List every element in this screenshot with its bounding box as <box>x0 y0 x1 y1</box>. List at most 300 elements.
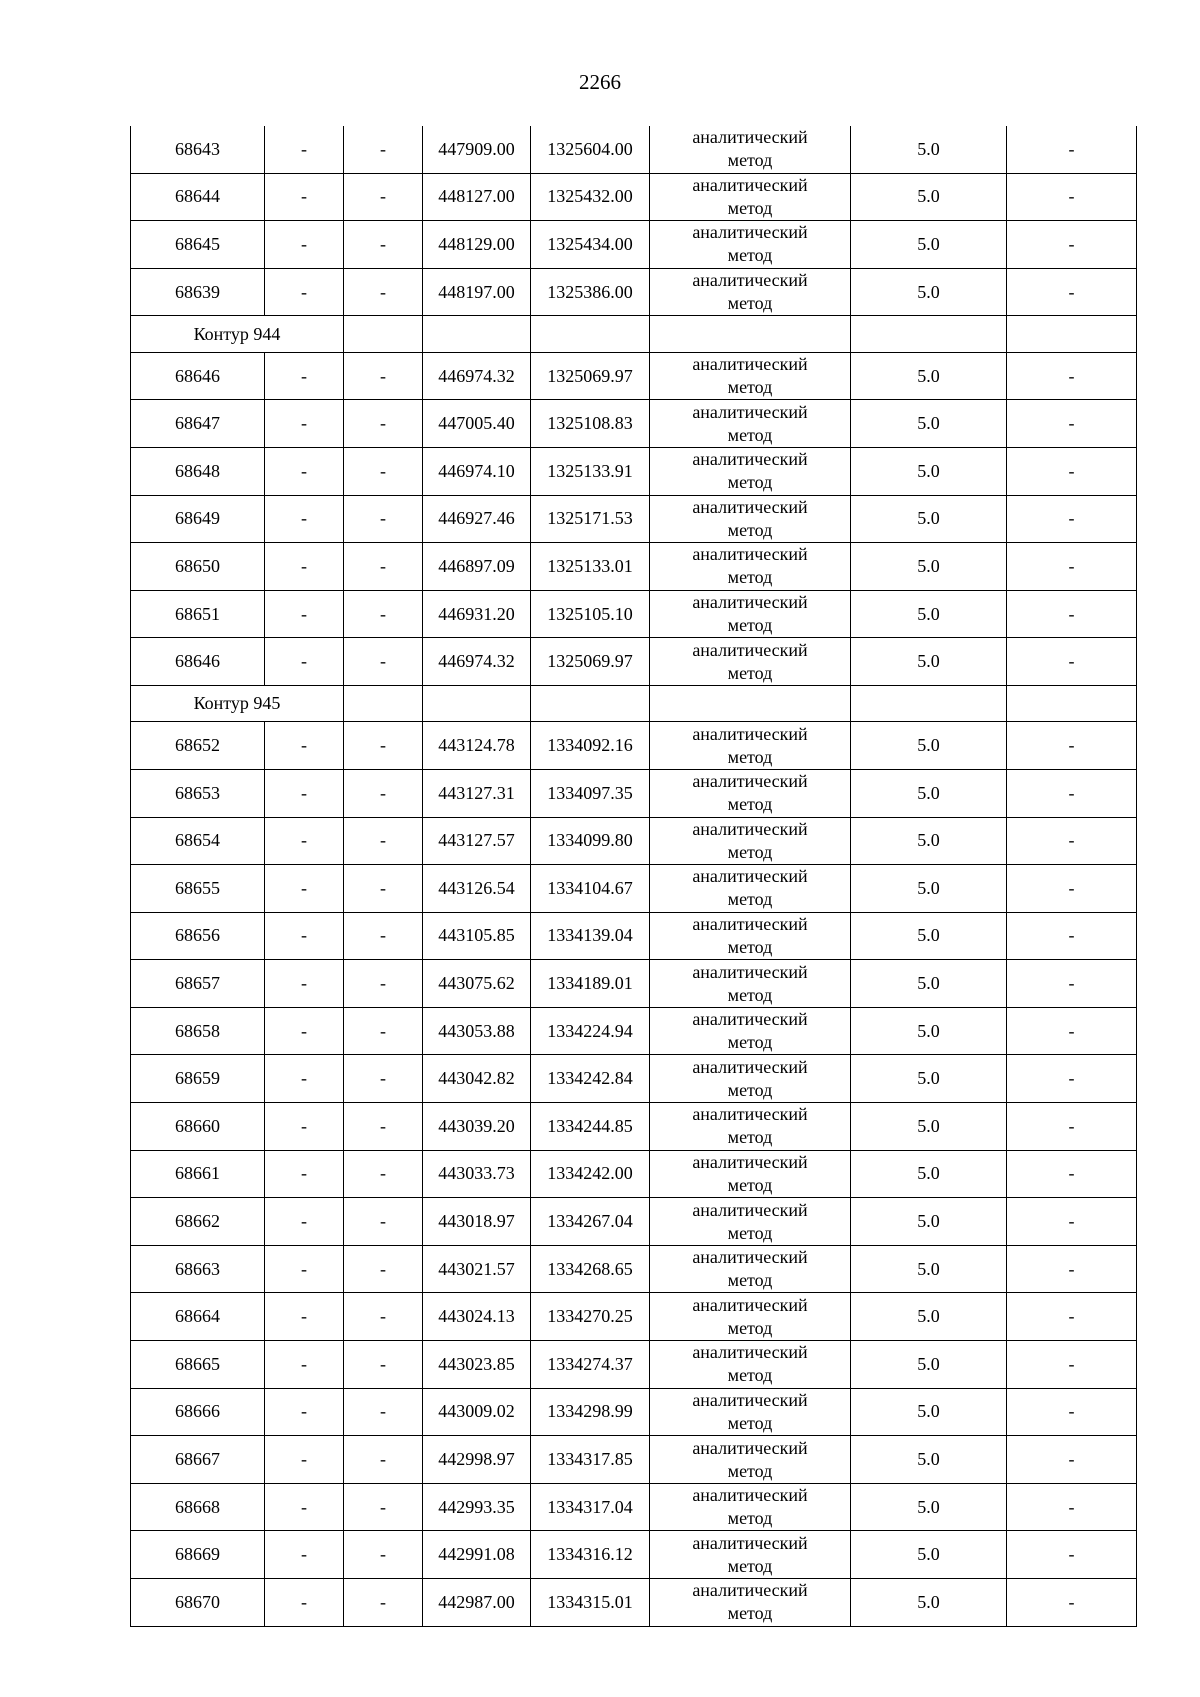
accuracy-cell: 5.0 <box>851 865 1007 913</box>
dash-cell: - <box>344 352 423 400</box>
x-coordinate-cell: 443127.57 <box>423 817 531 865</box>
x-coordinate-cell: 446974.32 <box>423 352 531 400</box>
table-row <box>131 960 1137 1008</box>
table-row <box>131 126 1137 173</box>
dash-cell: - <box>265 400 344 448</box>
method-cell <box>650 638 851 686</box>
dash-cell: - <box>265 1198 344 1246</box>
dash-cell: - <box>344 1055 423 1103</box>
dash-cell: - <box>1007 1436 1137 1484</box>
accuracy-cell: 5.0 <box>851 1150 1007 1198</box>
accuracy-cell: 5.0 <box>851 1055 1007 1103</box>
y-coordinate-cell: 1325171.53 <box>531 495 650 543</box>
table-row <box>131 1245 1137 1293</box>
accuracy-cell: 5.0 <box>851 1198 1007 1246</box>
dash-cell: - <box>344 865 423 913</box>
dash-cell: - <box>1007 1293 1137 1341</box>
table-row <box>131 352 1137 400</box>
method-cell <box>650 221 851 269</box>
dash-cell: - <box>265 495 344 543</box>
accuracy-cell: 5.0 <box>851 817 1007 865</box>
dash-cell: - <box>265 543 344 591</box>
method-line-2: метод <box>727 794 773 815</box>
dash-cell: - <box>1007 1150 1137 1198</box>
accuracy-cell: 5.0 <box>851 400 1007 448</box>
dash-cell: - <box>1007 1341 1137 1389</box>
dash-cell: - <box>265 722 344 770</box>
empty-cell <box>344 316 423 352</box>
empty-cell <box>851 316 1007 352</box>
y-coordinate-cell: 1334316.12 <box>531 1531 650 1579</box>
dash-cell: - <box>1007 1198 1137 1246</box>
method-cell <box>650 1198 851 1246</box>
dash-cell: - <box>265 1007 344 1055</box>
dash-cell: - <box>344 1531 423 1579</box>
dash-cell: - <box>1007 960 1137 1008</box>
dash-cell: - <box>344 817 423 865</box>
x-coordinate-cell: 442993.35 <box>423 1483 531 1531</box>
dash-cell: - <box>265 1388 344 1436</box>
dash-cell: - <box>344 1293 423 1341</box>
method-cell <box>650 268 851 316</box>
table-row <box>131 638 1137 686</box>
method-line-2: метод <box>727 984 773 1005</box>
x-coordinate-cell: 443021.57 <box>423 1245 531 1293</box>
table-row <box>131 722 1137 770</box>
empty-cell <box>1007 685 1137 721</box>
dash-cell: - <box>344 638 423 686</box>
method-cell <box>650 865 851 913</box>
method-cell <box>650 1341 851 1389</box>
x-coordinate-cell: 443018.97 <box>423 1198 531 1246</box>
method-line-1: аналитический <box>692 723 808 744</box>
contour-header-row <box>131 316 1137 352</box>
point-id-cell: 68647 <box>131 400 265 448</box>
dash-cell: - <box>265 1103 344 1151</box>
table-row <box>131 1293 1137 1341</box>
accuracy-cell: 5.0 <box>851 447 1007 495</box>
x-coordinate-cell: 446927.46 <box>423 495 531 543</box>
y-coordinate-cell: 1334315.01 <box>531 1579 650 1627</box>
dash-cell: - <box>1007 1388 1137 1436</box>
x-coordinate-cell: 443042.82 <box>423 1055 531 1103</box>
x-coordinate-cell: 442991.08 <box>423 1531 531 1579</box>
method-line-1: аналитический <box>692 401 808 422</box>
dash-cell: - <box>344 495 423 543</box>
method-cell <box>650 769 851 817</box>
dash-cell: - <box>1007 638 1137 686</box>
x-coordinate-cell: 443033.73 <box>423 1150 531 1198</box>
point-id-cell: 68668 <box>131 1483 265 1531</box>
method-line-2: метод <box>727 293 773 314</box>
x-coordinate-cell: 443009.02 <box>423 1388 531 1436</box>
table-row <box>131 400 1137 448</box>
y-coordinate-cell: 1334267.04 <box>531 1198 650 1246</box>
table-row <box>131 1103 1137 1151</box>
dash-cell: - <box>265 1341 344 1389</box>
method-line-1: аналитический <box>692 1056 808 1077</box>
dash-cell: - <box>344 1341 423 1389</box>
method-line-1: аналитический <box>692 866 808 887</box>
method-line-2: метод <box>727 1222 773 1243</box>
y-coordinate-cell: 1325386.00 <box>531 268 650 316</box>
method-line-1: аналитический <box>692 818 808 839</box>
empty-cell <box>531 685 650 721</box>
method-line-2: метод <box>727 1508 773 1529</box>
dash-cell: - <box>1007 1007 1137 1055</box>
method-line-2: метод <box>727 1174 773 1195</box>
dash-cell: - <box>1007 126 1137 173</box>
accuracy-cell: 5.0 <box>851 638 1007 686</box>
x-coordinate-cell: 443126.54 <box>423 865 531 913</box>
method-line-2: метод <box>727 1270 773 1291</box>
dash-cell: - <box>344 769 423 817</box>
accuracy-cell: 5.0 <box>851 543 1007 591</box>
dash-cell: - <box>265 1150 344 1198</box>
table-row <box>131 495 1137 543</box>
dash-cell: - <box>1007 1055 1137 1103</box>
x-coordinate-cell: 446931.20 <box>423 590 531 638</box>
method-line-1: аналитический <box>692 354 808 375</box>
empty-cell <box>1007 316 1137 352</box>
y-coordinate-cell: 1334189.01 <box>531 960 650 1008</box>
accuracy-cell: 5.0 <box>851 352 1007 400</box>
table-row <box>131 1531 1137 1579</box>
y-coordinate-cell: 1334242.00 <box>531 1150 650 1198</box>
y-coordinate-cell: 1325432.00 <box>531 173 650 221</box>
y-coordinate-cell: 1334092.16 <box>531 722 650 770</box>
accuracy-cell: 5.0 <box>851 221 1007 269</box>
table-row <box>131 912 1137 960</box>
accuracy-cell: 5.0 <box>851 1436 1007 1484</box>
dash-cell: - <box>1007 817 1137 865</box>
empty-cell <box>650 685 851 721</box>
y-coordinate-cell: 1325108.83 <box>531 400 650 448</box>
dash-cell: - <box>344 1579 423 1627</box>
dash-cell: - <box>344 126 423 173</box>
x-coordinate-cell: 448129.00 <box>423 221 531 269</box>
dash-cell: - <box>265 638 344 686</box>
table-row <box>131 543 1137 591</box>
dash-cell: - <box>344 1483 423 1531</box>
x-coordinate-cell: 446974.32 <box>423 638 531 686</box>
method-line-1: аналитический <box>692 127 808 148</box>
table-row <box>131 817 1137 865</box>
method-line-2: метод <box>727 841 773 862</box>
dash-cell: - <box>265 1531 344 1579</box>
method-cell <box>650 495 851 543</box>
method-cell <box>650 590 851 638</box>
method-cell <box>650 1388 851 1436</box>
dash-cell: - <box>1007 722 1137 770</box>
accuracy-cell: 5.0 <box>851 495 1007 543</box>
dash-cell: - <box>344 1245 423 1293</box>
point-id-cell: 68670 <box>131 1579 265 1627</box>
x-coordinate-cell: 447005.40 <box>423 400 531 448</box>
point-id-cell: 68649 <box>131 495 265 543</box>
table-row <box>131 221 1137 269</box>
point-id-cell: 68660 <box>131 1103 265 1151</box>
dash-cell: - <box>265 1483 344 1531</box>
point-id-cell: 68639 <box>131 268 265 316</box>
dash-cell: - <box>344 268 423 316</box>
x-coordinate-cell: 446974.10 <box>423 447 531 495</box>
dash-cell: - <box>265 912 344 960</box>
method-cell <box>650 1245 851 1293</box>
dash-cell: - <box>344 590 423 638</box>
method-line-1: аналитический <box>692 1009 808 1030</box>
method-cell <box>650 1007 851 1055</box>
table-row <box>131 1198 1137 1246</box>
x-coordinate-cell: 447909.00 <box>423 126 531 173</box>
dash-cell: - <box>1007 495 1137 543</box>
accuracy-cell: 5.0 <box>851 590 1007 638</box>
point-id-cell: 68648 <box>131 447 265 495</box>
method-line-1: аналитический <box>692 1580 808 1601</box>
table-row <box>131 173 1137 221</box>
method-line-1: аналитический <box>692 496 808 517</box>
method-line-1: аналитический <box>692 1437 808 1458</box>
y-coordinate-cell: 1334298.99 <box>531 1388 650 1436</box>
y-coordinate-cell: 1334099.80 <box>531 817 650 865</box>
method-cell <box>650 1055 851 1103</box>
method-line-2: метод <box>727 615 773 636</box>
table-row <box>131 1150 1137 1198</box>
accuracy-cell: 5.0 <box>851 1007 1007 1055</box>
dash-cell: - <box>1007 1531 1137 1579</box>
accuracy-cell: 5.0 <box>851 960 1007 1008</box>
y-coordinate-cell: 1334097.35 <box>531 769 650 817</box>
dash-cell: - <box>1007 1245 1137 1293</box>
contour-label: Контур 944 <box>131 316 344 352</box>
dash-cell: - <box>1007 221 1137 269</box>
method-line-2: метод <box>727 1317 773 1338</box>
contour-header-row <box>131 685 1137 721</box>
method-line-1: аналитический <box>692 544 808 565</box>
dash-cell: - <box>265 447 344 495</box>
accuracy-cell: 5.0 <box>851 1388 1007 1436</box>
x-coordinate-cell: 443124.78 <box>423 722 531 770</box>
point-id-cell: 68663 <box>131 1245 265 1293</box>
accuracy-cell: 5.0 <box>851 268 1007 316</box>
method-cell <box>650 1436 851 1484</box>
accuracy-cell: 5.0 <box>851 1483 1007 1531</box>
x-coordinate-cell: 448127.00 <box>423 173 531 221</box>
method-line-1: аналитический <box>692 1389 808 1410</box>
method-cell <box>650 126 851 173</box>
method-cell <box>650 447 851 495</box>
x-coordinate-cell: 443024.13 <box>423 1293 531 1341</box>
method-cell <box>650 352 851 400</box>
point-id-cell: 68653 <box>131 769 265 817</box>
accuracy-cell: 5.0 <box>851 126 1007 173</box>
point-id-cell: 68667 <box>131 1436 265 1484</box>
accuracy-cell: 5.0 <box>851 722 1007 770</box>
x-coordinate-cell: 443039.20 <box>423 1103 531 1151</box>
method-line-1: аналитический <box>692 961 808 982</box>
accuracy-cell: 5.0 <box>851 1245 1007 1293</box>
point-id-cell: 68644 <box>131 173 265 221</box>
method-cell <box>650 722 851 770</box>
table-body <box>131 126 1137 1626</box>
dash-cell: - <box>265 1293 344 1341</box>
method-line-2: метод <box>727 1127 773 1148</box>
dash-cell: - <box>1007 352 1137 400</box>
dash-cell: - <box>265 1436 344 1484</box>
point-id-cell: 68655 <box>131 865 265 913</box>
method-line-2: метод <box>727 1603 773 1624</box>
dash-cell: - <box>1007 543 1137 591</box>
method-cell <box>650 173 851 221</box>
x-coordinate-cell: 446897.09 <box>423 543 531 591</box>
dash-cell: - <box>265 865 344 913</box>
y-coordinate-cell: 1334244.85 <box>531 1103 650 1151</box>
dash-cell: - <box>265 817 344 865</box>
y-coordinate-cell: 1334242.84 <box>531 1055 650 1103</box>
method-line-1: аналитический <box>692 222 808 243</box>
method-line-2: метод <box>727 197 773 218</box>
point-id-cell: 68669 <box>131 1531 265 1579</box>
dash-cell: - <box>265 769 344 817</box>
x-coordinate-cell: 448197.00 <box>423 268 531 316</box>
dash-cell: - <box>1007 1579 1137 1627</box>
point-id-cell: 68658 <box>131 1007 265 1055</box>
dash-cell: - <box>265 221 344 269</box>
dash-cell: - <box>265 352 344 400</box>
x-coordinate-cell: 443053.88 <box>423 1007 531 1055</box>
point-id-cell: 68657 <box>131 960 265 1008</box>
empty-cell <box>531 316 650 352</box>
dash-cell: - <box>1007 268 1137 316</box>
accuracy-cell: 5.0 <box>851 1341 1007 1389</box>
method-line-2: метод <box>727 936 773 957</box>
coordinates-table <box>130 126 1137 1627</box>
dash-cell: - <box>265 1245 344 1293</box>
method-cell <box>650 1579 851 1627</box>
dash-cell: - <box>344 912 423 960</box>
x-coordinate-cell: 443023.85 <box>423 1341 531 1389</box>
y-coordinate-cell: 1334139.04 <box>531 912 650 960</box>
method-line-2: метод <box>727 1460 773 1481</box>
point-id-cell: 68645 <box>131 221 265 269</box>
method-line-1: аналитический <box>692 270 808 291</box>
empty-cell <box>423 316 531 352</box>
point-id-cell: 68652 <box>131 722 265 770</box>
method-cell <box>650 817 851 865</box>
dash-cell: - <box>265 1579 344 1627</box>
method-line-2: метод <box>727 567 773 588</box>
accuracy-cell: 5.0 <box>851 912 1007 960</box>
method-line-1: аналитический <box>692 1294 808 1315</box>
accuracy-cell: 5.0 <box>851 1293 1007 1341</box>
dash-cell: - <box>1007 1483 1137 1531</box>
method-cell <box>650 543 851 591</box>
dash-cell: - <box>344 1007 423 1055</box>
page-number: 2266 <box>579 70 621 94</box>
dash-cell: - <box>265 1055 344 1103</box>
table-row <box>131 1388 1137 1436</box>
method-line-2: метод <box>727 424 773 445</box>
contour-label: Контур 945 <box>131 685 344 721</box>
method-line-2: метод <box>727 245 773 266</box>
y-coordinate-cell: 1334104.67 <box>531 865 650 913</box>
table-row <box>131 1579 1137 1627</box>
method-line-2: метод <box>727 377 773 398</box>
point-id-cell: 68664 <box>131 1293 265 1341</box>
method-cell <box>650 960 851 1008</box>
method-cell <box>650 1150 851 1198</box>
table-row <box>131 1055 1137 1103</box>
y-coordinate-cell: 1325133.91 <box>531 447 650 495</box>
point-id-cell: 68654 <box>131 817 265 865</box>
point-id-cell: 68665 <box>131 1341 265 1389</box>
dash-cell: - <box>344 173 423 221</box>
empty-cell <box>423 685 531 721</box>
dash-cell: - <box>344 400 423 448</box>
method-line-1: аналитический <box>692 449 808 470</box>
method-line-1: аналитический <box>692 1532 808 1553</box>
y-coordinate-cell: 1325105.10 <box>531 590 650 638</box>
table-row <box>131 1341 1137 1389</box>
dash-cell: - <box>344 1150 423 1198</box>
point-id-cell: 68650 <box>131 543 265 591</box>
y-coordinate-cell: 1334270.25 <box>531 1293 650 1341</box>
method-line-2: метод <box>727 1365 773 1386</box>
dash-cell: - <box>344 722 423 770</box>
method-cell <box>650 912 851 960</box>
method-line-2: метод <box>727 1079 773 1100</box>
accuracy-cell: 5.0 <box>851 1103 1007 1151</box>
method-cell <box>650 1531 851 1579</box>
method-line-2: метод <box>727 1032 773 1053</box>
x-coordinate-cell: 443105.85 <box>423 912 531 960</box>
dash-cell: - <box>344 960 423 1008</box>
method-cell <box>650 1483 851 1531</box>
method-line-2: метод <box>727 150 773 171</box>
method-line-2: метод <box>727 662 773 683</box>
table-row <box>131 1483 1137 1531</box>
dash-cell: - <box>1007 912 1137 960</box>
y-coordinate-cell: 1325069.97 <box>531 352 650 400</box>
method-cell <box>650 400 851 448</box>
point-id-cell: 68666 <box>131 1388 265 1436</box>
point-id-cell: 68661 <box>131 1150 265 1198</box>
table-row <box>131 1007 1137 1055</box>
empty-cell <box>344 685 423 721</box>
method-line-1: аналитический <box>692 1485 808 1506</box>
dash-cell: - <box>344 543 423 591</box>
point-id-cell: 68646 <box>131 638 265 686</box>
point-id-cell: 68651 <box>131 590 265 638</box>
table-row <box>131 590 1137 638</box>
method-line-1: аналитический <box>692 639 808 660</box>
dash-cell: - <box>1007 173 1137 221</box>
dash-cell: - <box>344 447 423 495</box>
y-coordinate-cell: 1325604.00 <box>531 126 650 173</box>
table-row <box>131 769 1137 817</box>
method-line-1: аналитический <box>692 592 808 613</box>
accuracy-cell: 5.0 <box>851 1579 1007 1627</box>
point-id-cell: 68659 <box>131 1055 265 1103</box>
y-coordinate-cell: 1334268.65 <box>531 1245 650 1293</box>
method-line-1: аналитический <box>692 1151 808 1172</box>
y-coordinate-cell: 1334317.85 <box>531 1436 650 1484</box>
method-line-1: аналитический <box>692 174 808 195</box>
y-coordinate-cell: 1334274.37 <box>531 1341 650 1389</box>
empty-cell <box>650 316 851 352</box>
dash-cell: - <box>344 1198 423 1246</box>
table-row <box>131 447 1137 495</box>
